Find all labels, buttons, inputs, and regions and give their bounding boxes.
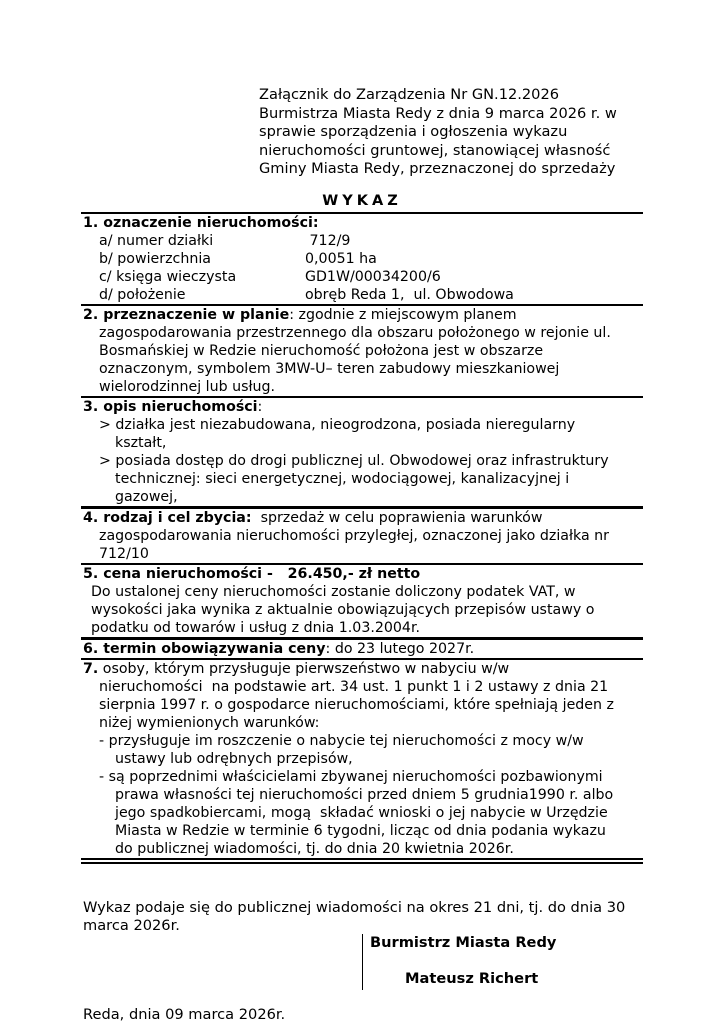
- section-priority-rights: [81, 658, 643, 858]
- section-heading: 2. przeznaczenie w planie: [83, 307, 290, 323]
- header-line: nieruchomości gruntowej, stanowiącej własność: [259, 141, 611, 159]
- section-text: Bosmańskiej w Redzie nieruchomość położona jest w obszarze: [99, 343, 544, 359]
- signatory-name: Mateusz Richert: [405, 970, 539, 987]
- row-label: b/ powierzchnia: [99, 251, 211, 267]
- section-first-line: [83, 660, 643, 678]
- row-value: 712/9: [305, 233, 351, 249]
- bullet-item: - są poprzednimi właścicielami zbywanej nieruchomości pozbawionymi: [99, 769, 603, 785]
- section-heading: 7.: [83, 661, 99, 677]
- notice-line: marca 2026r.: [83, 917, 180, 934]
- section-price-validity: [81, 637, 643, 658]
- section-text: wysokości jaka wynika z aktualnie obowiązujących przepisów ustawy o: [91, 602, 595, 618]
- section-text: : do 23 lutego 2027r.: [325, 641, 475, 657]
- bullet-continuation: do publicznej wiadomości, tj. do dnia 20 kwietnia 2026r.: [115, 841, 514, 857]
- plot-number-row: [83, 232, 643, 250]
- section-text: zagospodarowania przestrzennego dla obszaru położonego w rejonie ul.: [99, 325, 611, 341]
- bullet-continuation: Miasta w Redzie w terminie 6 tygodni, licząc od dnia podania wykazu: [115, 823, 606, 839]
- section-text: sprzedaż w celu poprawienia warunków: [251, 510, 543, 526]
- bullet-continuation: kształt,: [115, 435, 167, 451]
- notice-line: Wykaz podaje się do publicznej wiadomości na okres 21 dni, tj. do dnia 30: [83, 899, 626, 916]
- section-first-line: [83, 398, 643, 416]
- bullet-continuation: gazowej,: [115, 489, 178, 505]
- section-text: : zgodnie z miejscowym planem: [289, 307, 517, 323]
- bullet-continuation: jego spadkobiercami, mogą składać wnioski o jej nabycie w Urzędzie: [115, 805, 608, 821]
- row-label: d/ położenie: [99, 287, 186, 303]
- section-text: osoby, którym przysługuje pierwszeństwo w nabyciu w/w: [98, 661, 510, 677]
- document-header: [259, 86, 679, 179]
- bullet-continuation: prawa własności tej nieruchomości przed dniem 5 grudnia1990 r. albo: [115, 787, 614, 803]
- section-text: podatku od towarów i usług z dnia 1.03.2004r.: [91, 620, 420, 636]
- bullet-item: > działka jest niezabudowana, nieogrodzona, posiada nieregularny: [99, 417, 576, 433]
- place-and-date: Reda, dnia 09 marca 2026r.: [83, 1006, 286, 1023]
- bullet-item: - przysługuje im roszczenie o nabycie tej nieruchomości z mocy w/w: [99, 733, 584, 749]
- section-text: wielorodzinnej lub usług.: [99, 379, 276, 395]
- signature-divider: [362, 934, 363, 990]
- section-heading: 3. opis nieruchomości: [83, 399, 258, 415]
- row-value: obręb Reda 1, ul. Obwodowa: [305, 287, 514, 303]
- section-text: 712/10: [99, 546, 149, 562]
- section-designation: [81, 212, 643, 304]
- section-text: :: [257, 399, 263, 415]
- section-first-line: [83, 509, 643, 527]
- section-text: Do ustalonej ceny nieruchomości zostanie doliczony podatek VAT, w: [91, 584, 576, 600]
- land-register-row: [83, 268, 643, 286]
- header-line: Burmistrza Miasta Redy z dnia 9 marca 2026 r. w: [259, 104, 617, 122]
- area-row: [83, 250, 643, 268]
- bullet-continuation: ustawy lub odrębnych przepisów,: [115, 751, 353, 767]
- section-heading: 1. oznaczenie nieruchomości:: [83, 215, 319, 231]
- row-label: c/ księga wieczysta: [99, 269, 237, 285]
- section-text: sierpnia 1997 r. o gospodarce nieruchomościami, które spełniają jeden z: [99, 697, 614, 713]
- section-zoning-plan: [81, 304, 643, 396]
- section-text: nieruchomości na podstawie art. 34 ust. 1 punkt 1 i 2 ustawy z dnia 21: [99, 679, 609, 695]
- section-first-line: [83, 640, 643, 658]
- section-heading: 6. termin obowiązywania ceny: [83, 641, 326, 657]
- section-description: [81, 396, 643, 506]
- row-value: GD1W/00034200/6: [305, 269, 441, 285]
- property-list-table: [81, 212, 643, 864]
- row-label: a/ numer działki: [99, 233, 214, 249]
- bullet-item: > posiada dostęp do drogi publicznej ul. Obwodowej oraz infrastruktury: [99, 453, 609, 469]
- section-text: niżej wymienionych warunków:: [99, 715, 320, 731]
- signatory-title: Burmistrz Miasta Redy: [370, 934, 557, 951]
- bullet-continuation: technicznej: sieci energetycznej, wodociągowej, kanalizacyjnej i: [115, 471, 570, 487]
- header-line: Załącznik do Zarządzenia Nr GN.12.2026: [259, 86, 560, 103]
- document-title: WYKAZ: [322, 193, 402, 209]
- section-heading: 4. rodzaj i cel zbycia:: [83, 510, 252, 526]
- section-price: [81, 563, 643, 637]
- section-heading: 5. cena nieruchomości - 26.450,- zł netto: [83, 566, 421, 582]
- section-text: zagospodarowania nieruchomości przyległej, oznaczonej jako działka nr: [99, 528, 609, 544]
- section-first-line: [83, 306, 643, 324]
- section-disposal-type: [81, 506, 643, 563]
- header-line: Gminy Miasta Redy, przeznaczonej do sprzedaży: [259, 160, 616, 178]
- table-bottom-double-rule: [81, 858, 643, 864]
- section-text: oznaczonym, symbolem 3MW-U– teren zabudowy mieszkaniowej: [99, 361, 560, 377]
- location-row: [83, 286, 643, 304]
- row-value: 0,0051 ha: [305, 251, 377, 267]
- publication-notice: [83, 899, 653, 935]
- header-line: sprawie sporządzenia i ogłoszenia wykazu: [259, 123, 568, 141]
